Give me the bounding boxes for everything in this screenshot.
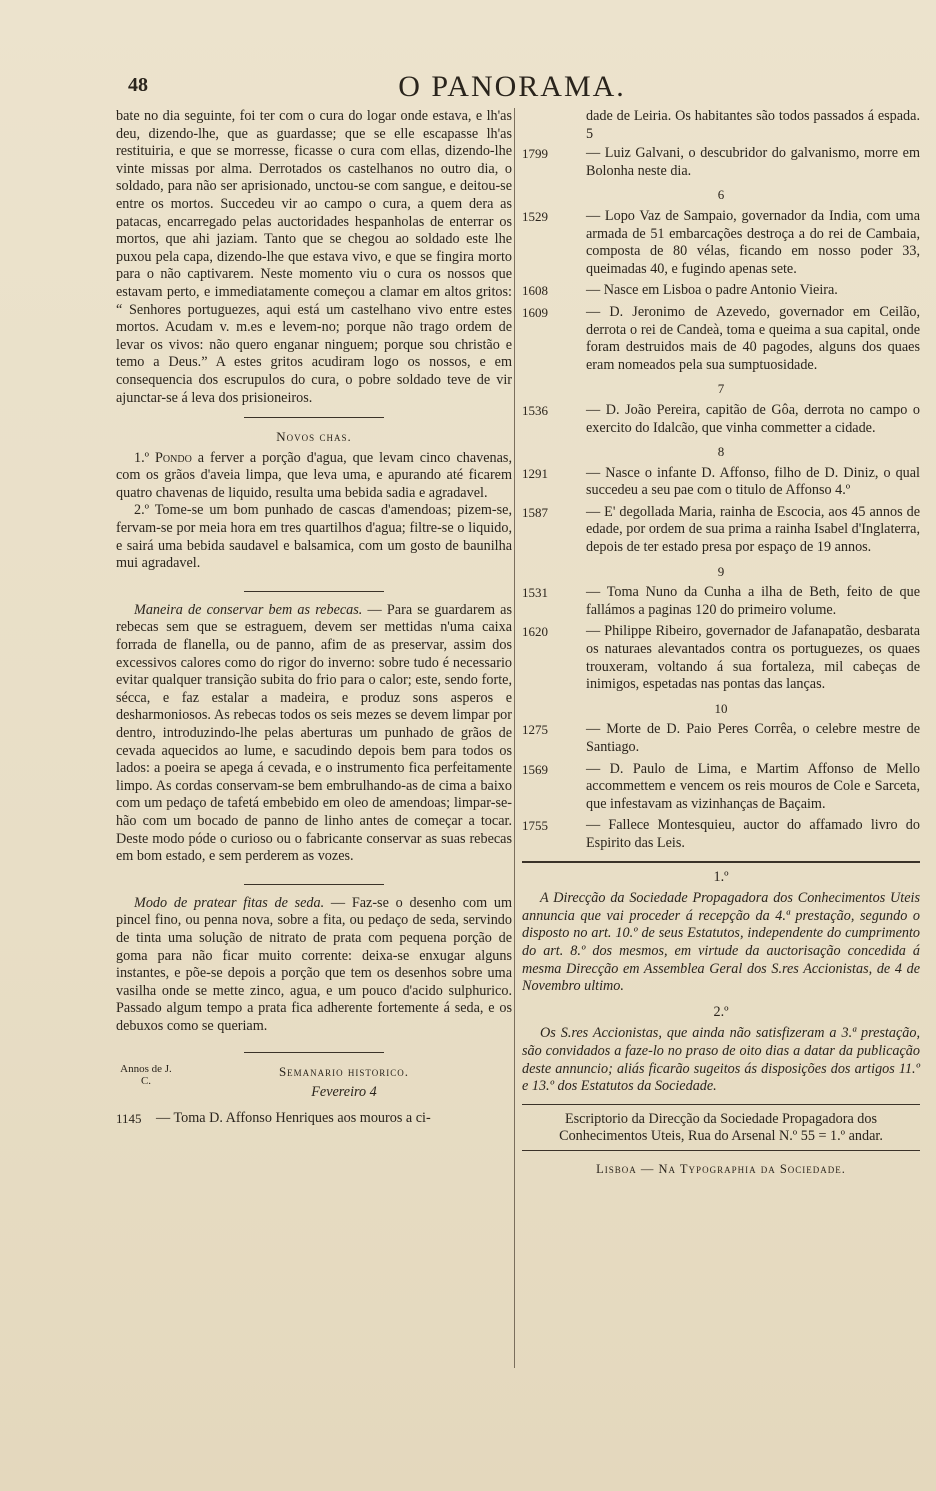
history-entry: [522, 145, 920, 180]
rebecas-article: [116, 602, 512, 866]
history-group-10: [522, 721, 920, 852]
office-address: Escriptorio da Direcção da Sociedade Propagadora dos Conhecimentos Uteis, Rua do Arsenal N.º 55 = 1.º andar.: [559, 1110, 883, 1145]
separator: [522, 1104, 920, 1105]
entry-text: — D. Paulo de Lima, e Martim Affonso de Mello accommettem e vencem os reis mouros de Cole e Sarceta, que infestavam as vizinhanças de Baçaim.: [586, 760, 920, 812]
entry-year: 1275: [522, 722, 548, 738]
annos-label: Annos de J. C.: [120, 1062, 172, 1087]
entry-text: — Fallece Montesquieu, auctor do affamado livro do Espirito das Leis.: [586, 817, 920, 851]
semanario-month: Fevereiro 4: [311, 1084, 377, 1101]
separator: [244, 1052, 384, 1053]
story-paragraph: bate no dia seguinte, foi ter com o cura do logar onde estava, e lh'as deu, dizendo-lhe, que as guardasse; que se elle escapasse lh'as restituiria, e que se morresse, ficasse o cura com ellas, dizendo-lhe vinte missas por alma. Derrotados os castelhanos no outro dia, o soldado, para não ser aprisionado, unctou-se com sangue, e deitou-se entre os mortos. Succedeu vir ao campo o cura, a quem dera as patacas, encarregado pelas auctoridades hespanholas de enterrar os mortos, que ahi jaziam. Tanto que se chegou ao soldado este lhe puxou pela capa, dizendo-lhe que estava vivo, e que se fingira morto para o não captivarem. Neste momento viu o cura os nossos que estavam perto, e immediatamente começou a clamar em altos gritos: “ Senhores portuguezes, aqui está um castelhano vivo entre estes mortos. Acudam v. m.es e levem-no; porque não trago ordem de levar os vivos: não quero enganar ninguem; porque sou christão e temo a Deus.” A estes gritos acudiram logo os nossos, e em consequencia dos escrupulos do cura, o pobre soldado teve de vir ajunctar-se á leva dos prisioneiros.: [116, 108, 512, 406]
entry-year: 1529: [522, 208, 548, 224]
history-entry: [522, 504, 920, 557]
entry-year: 1536: [522, 402, 548, 418]
semanario-title-block: [176, 1063, 512, 1102]
entry-year: 1755: [522, 818, 548, 834]
entry-text: — Lopo Vaz de Sampaio, governador da India, com uma armada de 51 embarcações destroça a do rei de Cambaia, composta de 80 vélas, ficando em nosso poder 33, queimadas 40, e fugindo apenas sete.: [586, 207, 920, 277]
notice-number: 2.º: [713, 1003, 729, 1020]
entry-year: 1587: [522, 504, 548, 520]
notice-2: Os S.res Accionistas, que ainda não satisfizeram a 3.ª prestação, são convidados a faze-lo no praso de oito dias a datar da publicação deste annuncio; aliás ficarão sugeitos ás disposições dos artigos 11.º e 13.º dos Estatutos da Sociedade.: [522, 1025, 920, 1095]
separator: [244, 884, 384, 885]
history-entry: [522, 465, 920, 500]
entry-year: 1799: [522, 146, 548, 162]
entry-text: — Toma D. Affonso Henriques aos mouros a ci-: [156, 1109, 431, 1126]
journal-title: O PANORAMA.: [398, 70, 626, 103]
history-group-8: [522, 465, 920, 557]
entry-text: — Toma Nuno da Cunha a ilha de Beth, feito de que fallámos a paginas 120 do primeiro volume.: [586, 584, 920, 618]
rebecas-title: Maneira de conservar bem as rebecas.: [134, 601, 363, 618]
right-column: [522, 108, 920, 1178]
day-heading: 8: [717, 444, 725, 460]
entry-year: 1569: [522, 761, 548, 777]
day-heading: 9: [717, 563, 725, 579]
history-entry: [522, 208, 920, 278]
chas-item-1: [116, 450, 512, 503]
history-entry: [522, 761, 920, 814]
separator: [522, 861, 920, 863]
history-entry: [522, 402, 920, 437]
notice-1: A Direcção da Sociedade Propagadora dos Conhecimentos Uteis annuncia que vai proceder á recepção da 4.ª prestação, segundo o disposto no art. 10.º de seus Estatutos, independente do cumprimento do art. 8.º dos mesmos, em virtude da auctorisação concedida á mesma Direcção em Assemblea Geral dos S.res Accionistas, de 4 de Novembro ultimo.: [522, 890, 920, 995]
history-entry: [522, 817, 920, 852]
entry-text: — Philippe Ribeiro, governador de Jafanapatão, desbarata os naturaes alevantados contra os portuguezes, os quaes trouxeram, voltando á sua fortaleza, mil cabeças de inimigos, espetadas nas pontas das lanças.: [586, 623, 920, 693]
chas-item-2-text: Tome-se um bom punhado de cascas d'amendoas; pizem-se, fervam-se por meia hora em tres quartilhos d'agua; filtre-se o liquido, e sairá uma bebida saudavel e balsamica, com um gosto de baunilha mui agradavel.: [116, 502, 512, 572]
colophon: Lisboa — Na Typographia da Sociedade.: [596, 1161, 846, 1176]
column-divider: [514, 108, 515, 1368]
entry-year: 1145: [116, 1110, 142, 1126]
entry-text: — Morte de D. Paio Peres Corrêa, o celebre mestre de Santiago.: [586, 721, 920, 755]
history-entry: [116, 1110, 512, 1128]
history-group-5: [522, 145, 920, 180]
history-group-7: [522, 402, 920, 437]
fitas-article: [116, 895, 512, 1036]
chas-item-2: [116, 502, 512, 572]
entry-text: — Luiz Galvani, o descubridor do galvanismo, morre em Bolonha neste dia.: [586, 145, 920, 179]
day-heading: 6: [717, 187, 725, 203]
history-group-9: [522, 584, 920, 694]
entry-text: — D. Jeronimo de Azevedo, governador em Ceilão, derrota o rei de Candeà, toma e queima a sua capital, onde foram destruidos mais de 40 pagodes, alguns dos quaes eram nomeados pela sua sumptuosidade.: [586, 303, 920, 373]
entry-year: 1608: [522, 283, 548, 299]
fitas-text: — Faz-se o desenho com um pincel fino, ou penna nova, sobre a fita, ou pedaço de seda, servindo de tinta uma solução de nitrato de prata com pequena porção de goma para não ficar muito corrente: deixa-se enxugar alguns instantes, e põe-se depois a porção que tem os desenhos sobre uma vasilha onde se mette zinco, agua, e um pouco d'acido sulphurico. Passado algum tempo a prata fica adherente fortemente á seda, e os debuxos como se queriam.: [116, 894, 513, 1034]
entry-year: 1609: [522, 304, 548, 320]
chas-item-1-first-word: Pondo: [155, 449, 192, 466]
entry-text: — Nasce o infante D. Affonso, filho de D. Diniz, o qual succedeu a seu pae com o titulo de Affonso 4.º: [586, 464, 920, 499]
left-column: [116, 108, 512, 1131]
day-heading: 10: [714, 700, 728, 716]
chas-heading: Novos chas.: [276, 429, 352, 445]
entry-year: 1291: [522, 465, 548, 481]
separator: [244, 417, 384, 418]
chas-item-1-number: 1.º: [134, 449, 150, 466]
history-entry: [522, 623, 920, 693]
continuation-text: dade de Leiria. Os habitantes são todos passados á espada. 5: [586, 108, 920, 142]
day-heading: 7: [717, 381, 725, 397]
chas-item-2-number: 2.º: [134, 502, 150, 519]
page-header: [112, 70, 912, 106]
entry-year: 1531: [522, 585, 548, 601]
rebecas-text: — Para se guardarem as rebecas sem que se estraguem, devem ser mettidas n'uma caixa forrada de flanella, ou de panno, afim de as preservar, assim dos excessivos calores como do rigor do inverno: sobre tudo é necessario evitar qualquer transição subita do frio para o calor; este, sendo forte, sécca, e faz estalar a madeira, e produz sons asperos e desharmoniosos. As rebecas todos os seis mezes se devem limpar por dentro, introduzindo-lhe pelas aberturas um punhado de grãos de cevada aquecidos ao lume, e sacudindo depois bem para todos os lados: a poeira se apega á cevada, e o instrumento fica perfeitamente limpo. As cordas conservam-se bem embrulhando-as de cima a baixo com um pedaço de tafetá embebido em oleo de amendoas; limpar-se-hão com um bocado de panno de linho antes de começar a tocar. Deste modo póde o curioso ou o fabricante conservar as suas rebecas em bom estado, e sem perderem as vozes.: [116, 601, 512, 865]
separator: [522, 1150, 920, 1151]
semanario-header: [116, 1063, 512, 1102]
notice-number: 1.º: [713, 868, 729, 885]
entry-text: — E' degollada Maria, rainha de Escocia, aos 45 annos de edade, por ordem de sua prima a rainha Isabel d'Inglaterra, depois de ter estado presa por espaço de 19 annos.: [586, 503, 920, 556]
page-number: 48: [128, 74, 148, 96]
chas-item-1-text: a ferver a porção d'agua, que levam cinco chavenas, com os grãos d'aveia limpa, que leva uma, e apurando até ficarem quatro chavenas de liquido, resulta uma bebida sadia e agradavel.: [116, 449, 513, 501]
separator: [244, 591, 384, 592]
entry-text: — Nasce em Lisboa o padre Antonio Vieira.: [586, 282, 838, 299]
entry-text: — D. João Pereira, capitão de Gôa, derrota no campo o exercito do Idalcão, que vinha commetter a cidade.: [586, 401, 920, 436]
history-entry: [522, 584, 920, 619]
fitas-title: Modo de pratear fitas de seda.: [134, 894, 325, 911]
entry-year: 1620: [522, 624, 548, 640]
history-group-6: [522, 208, 920, 374]
history-entry: [522, 282, 920, 300]
semanario-title: Semanario historico.: [278, 1063, 410, 1079]
history-entry: [522, 304, 920, 374]
history-entry: [522, 721, 920, 756]
